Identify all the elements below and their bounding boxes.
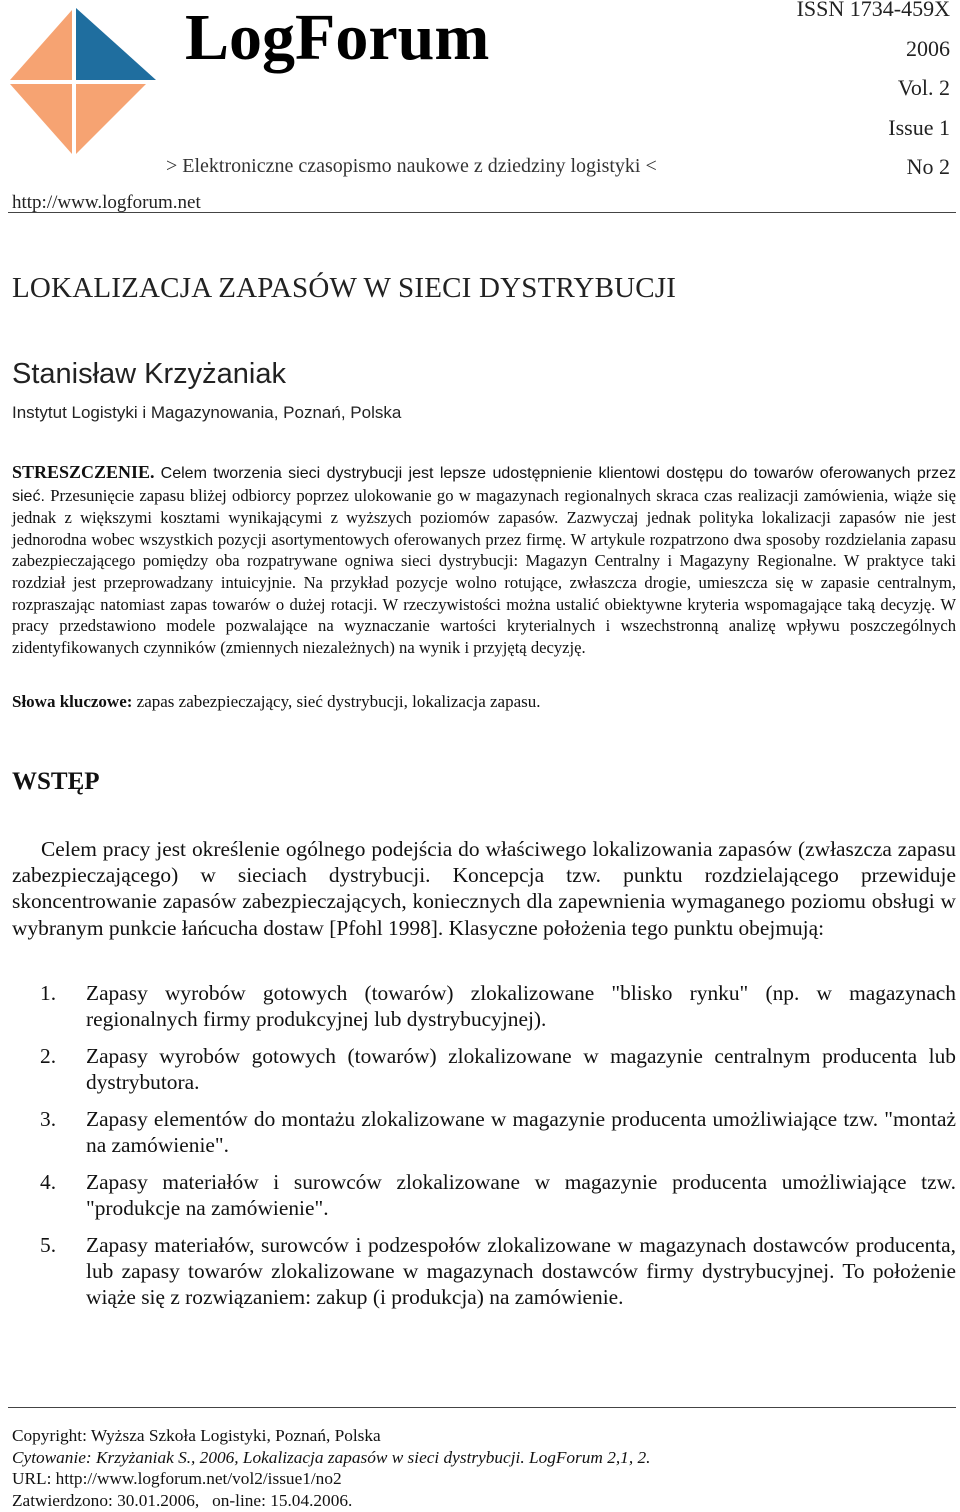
author-affiliation: Instytut Logistyki i Magazynowania, Poznań, Polska xyxy=(12,403,402,422)
list-item xyxy=(12,1043,956,1095)
list-item-text: Zapasy materiałów, surowców i podzespołów zlokalizowane w magazynach dostawców producenta, lub zapasy towarów zlokalizowane w magazynach dostawców firmy dystrybucyjnej. To położenie wiąże się z rozwiązaniem: zakup (i produkcja) na zamówienie. xyxy=(86,1233,956,1310)
article-author: Stanisław Krzyżaniak xyxy=(12,358,286,390)
abstract-first-sentence: Celem tworzenia sieci dystrybucji jest lepsze udostępnienie klientowi dostępu do towarów oferowanych przez sieć. xyxy=(12,465,956,505)
footer-divider xyxy=(8,1407,956,1408)
list-item-number: 3. xyxy=(40,1107,57,1131)
list-item-text: Zapasy wyrobów gotowych (towarów) zlokalizowane w magazynie centralnym producenta lub dystrybutora. xyxy=(86,1044,956,1095)
volume: Vol. 2 xyxy=(897,75,950,100)
list-item-text: Zapasy wyrobów gotowych (towarów) zlokalizowane "blisko rynku" (np. w magazynach regionalnych firmy produkcyjnej lub dystrybucyjnej). xyxy=(86,981,956,1032)
logo-blue-triangle xyxy=(76,8,156,80)
issn: ISSN 1734-459X xyxy=(796,0,950,21)
number: No 2 xyxy=(906,154,950,179)
keywords-label: Słowa kluczowe: xyxy=(12,692,133,711)
list-item xyxy=(12,1169,956,1221)
keywords-text: zapas zabezpieczający, sieć dystrybucji, lokalizacja zapasu. xyxy=(136,692,541,711)
abstract-body: Przesunięcie zapasu bliżej odbiorcy poprzez ulokowanie go w magazynach regionalnych skraca czas realizacji zamówienia, wiąże się jednak z większymi kosztami wynikającymi z wyższych poziomów zapasów. Zazwyczaj jednak polityka lokalizacji zapasów nie jest jednorodna wobec wszystkich pozycji asortymentowych oferowanych przez firmę. W artykule rozpatrzono dwa sposoby rozdzielania zapasu zabezpieczającego pomiędzy oba rozpatrywane ogniwa sieci dystrybucji: Magazyn Centralny i Magazyny Regionalne. W praktyce taki rozdział jest przeprowadzany intuicyjnie. Na przykład pozycje wolno rotujące, zwłaszcza drogie, umieszcza się w zapasie centralnym, rozpraszając natomiast zapas towarów o dużej rotacji. W rzeczywistości można ustalić obiektywne kryteria wspomagające taką decyzję. W pracy przedstawiono modele pozwalające na wyznaczanie wartości kryterialnych i wszechstronną analizę wpływu poszczególnych zidentyfikowanych czynników (zmiennych niezależnych) na wynik i przyjętą decyzję. xyxy=(12,485,957,657)
journal-tagline: > Elektroniczne czasopismo naukowe z dziedziny logistyki < xyxy=(166,155,657,177)
journal-url[interactable]: http://www.logforum.net xyxy=(12,192,201,213)
journal-meta xyxy=(797,0,950,192)
issue: Issue 1 xyxy=(888,114,950,140)
list-item xyxy=(12,980,956,1032)
abstract xyxy=(12,462,956,658)
intro-paragraph: Celem pracy jest określenie ogólnego podejścia do właściwego lokalizowania zapasów (zwłaszcza zapasu zabezpieczającego) w sieciach dystrybucji. Koncepcja tzw. punktu rozdzielającego przewiduje skoncentrowanie zapasów zabezpieczających, koniecznych dla zapewnienia wymaganego poziomu obsługi w wybranym punkcie łańcucha dostaw [Pfohl 1998]. Klasyczne położenia tego punktu obejmują: xyxy=(12,837,956,940)
keywords xyxy=(12,692,541,712)
footer-url[interactable]: URL: http://www.logforum.net/vol2/issue1/no2 xyxy=(12,1469,342,1488)
decoupling-point-list xyxy=(12,980,956,1321)
list-item-text: Zapasy elementów do montażu zlokalizowane w magazynie producenta umożliwiające tzw. "montaż na zamówienie". xyxy=(86,1107,956,1158)
logo-orange-left xyxy=(10,10,72,80)
list-item xyxy=(12,1232,956,1311)
footer-citation: Cytowanie: Krzyżaniak S., 2006, Lokalizacja zapasów w sieci dystrybucji. LogForum 2,1, 2. xyxy=(12,1447,651,1467)
list-item-number: 5. xyxy=(40,1233,57,1257)
list-item-number: 1. xyxy=(40,981,57,1005)
logforum-logo xyxy=(10,8,160,158)
list-item-number: 4. xyxy=(40,1170,57,1194)
list-item xyxy=(12,1106,956,1158)
list-item-text: Zapasy materiałów i surowców zlokalizowane w magazynie producenta umożliwiające tzw. "produkcje na zamówienie". xyxy=(86,1170,956,1221)
list-item-number: 2. xyxy=(40,1044,57,1068)
year: 2006 xyxy=(906,35,950,61)
logo-orange-bottom-right xyxy=(76,84,146,154)
header-divider xyxy=(8,212,956,213)
article-title: LOKALIZACJA ZAPASÓW W SIECI DYSTRYBUCJI xyxy=(12,272,677,304)
journal-name: LogForum xyxy=(185,1,490,74)
footer xyxy=(12,1425,650,1511)
footer-copyright: Copyright: Wyższa Szkoła Logistyki, Poznań, Polska xyxy=(12,1426,381,1445)
footer-approved: Zatwierdzono: 30.01.2006, on-line: 15.04.2006. xyxy=(12,1490,353,1510)
section-heading: WSTĘP xyxy=(12,768,100,795)
logo-orange-bottom-left xyxy=(10,84,72,154)
abstract-label: STRESZCZENIE. xyxy=(12,462,155,482)
